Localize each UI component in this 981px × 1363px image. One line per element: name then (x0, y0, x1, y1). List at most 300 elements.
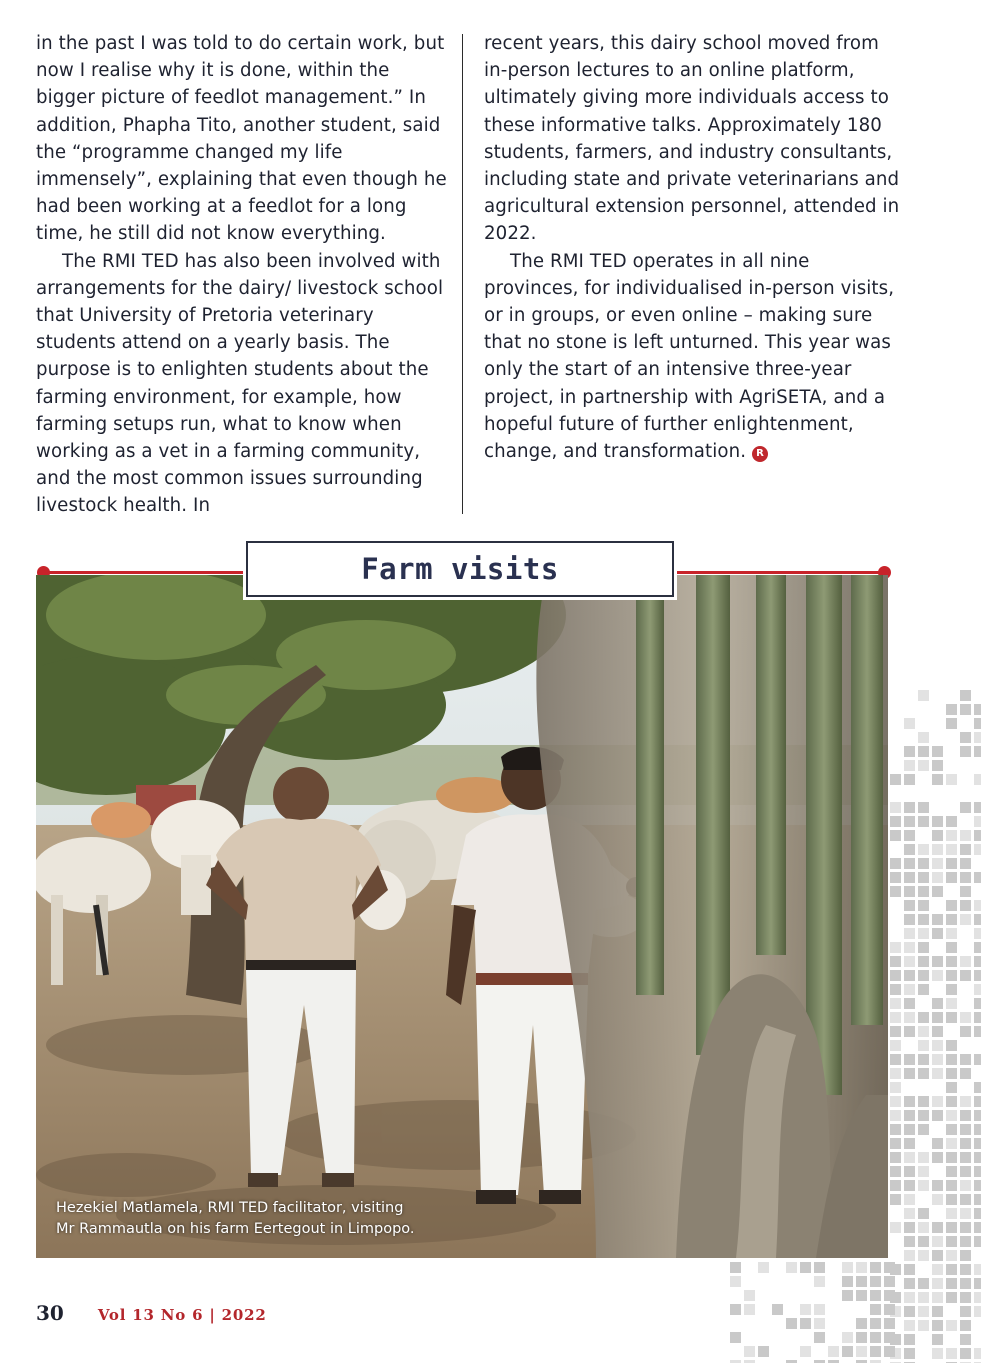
pixel-square (918, 872, 929, 883)
pixel-square (932, 1334, 943, 1345)
caption-line: Hezekiel Matlamela, RMI TED facilitator, visiting (56, 1200, 404, 1216)
pixel-square (890, 802, 901, 813)
pixel-square (946, 774, 957, 785)
pixel-square (960, 1264, 971, 1275)
pixel-square (828, 1346, 839, 1357)
pixel-square (946, 984, 957, 995)
pixel-square (946, 1194, 957, 1205)
pixel-square (974, 914, 981, 925)
pixel-square (890, 1110, 901, 1121)
pixel-square (904, 844, 915, 855)
pixel-square (904, 914, 915, 925)
pixel-square (974, 704, 981, 715)
pixel-square (884, 1304, 895, 1315)
pixel-square (974, 1180, 981, 1191)
pixel-square (946, 914, 957, 925)
pixel-square (974, 1236, 981, 1247)
paragraph-with-end-mark (484, 248, 904, 466)
paragraph: The RMI TED operates in all nine provinces, for individualised in-person visits, or in groups, or even online – making sure that no stone is left unturned. This year was only the start of an intensive three-year project, in partnership with AgriSETA, and a hopeful future of further enlightenment, change, and transformation. (484, 250, 895, 463)
pixel-square (946, 1250, 957, 1261)
pixel-square (946, 1180, 957, 1191)
pixel-square (946, 1152, 957, 1163)
pixel-square (890, 816, 901, 827)
pixel-square (932, 1264, 943, 1275)
pixel-square (974, 802, 981, 813)
pixel-square (890, 998, 901, 1009)
pixel-square (946, 1138, 957, 1149)
pixel-square (890, 1152, 901, 1163)
pixel-square (974, 970, 981, 981)
pixel-square (856, 1332, 867, 1343)
pixel-square (946, 830, 957, 841)
pixel-square (870, 1304, 881, 1315)
pixel-square (890, 1124, 901, 1135)
pixel-square (904, 886, 915, 897)
pixel-square (960, 900, 971, 911)
pixel-square (904, 984, 915, 995)
pixel-square (974, 900, 981, 911)
pixel-square (890, 1096, 901, 1107)
pixel-square (974, 1096, 981, 1107)
pixel-square (904, 1348, 915, 1359)
pixel-square (842, 1332, 853, 1343)
pixel-square (918, 1026, 929, 1037)
pixel-square (884, 1290, 895, 1301)
pixel-square (946, 1348, 957, 1359)
pixel-square (960, 1250, 971, 1261)
pixel-square (960, 970, 971, 981)
pixel-square (974, 984, 981, 995)
pixel-square (904, 1096, 915, 1107)
pixel-square (814, 1318, 825, 1329)
pixel-square (856, 1262, 867, 1273)
pixel-square (814, 1276, 825, 1287)
pixel-square (960, 830, 971, 841)
pixel-square (918, 1040, 929, 1051)
pixel-square (960, 1194, 971, 1205)
pixel-square (974, 1194, 981, 1205)
pixel-square (758, 1262, 769, 1273)
pixel-square (730, 1304, 741, 1315)
pixel-square (946, 1264, 957, 1275)
pixel-square (904, 1320, 915, 1331)
pixel-square (946, 1278, 957, 1289)
pixel-square (730, 1276, 741, 1287)
pixel-square (744, 1346, 755, 1357)
pixel-square (918, 1068, 929, 1079)
pixel-square (904, 1152, 915, 1163)
pixel-square (884, 1318, 895, 1329)
pixel-square (904, 746, 915, 757)
pixel-square (890, 1082, 901, 1093)
pixel-square (890, 872, 901, 883)
pixel-square (960, 690, 971, 701)
pixel-square (800, 1304, 811, 1315)
pixel-square (946, 1208, 957, 1219)
pixel-square (870, 1332, 881, 1343)
pixel-square (918, 802, 929, 813)
pixel-square (884, 1262, 895, 1273)
pixel-square (890, 1026, 901, 1037)
pixel-square (946, 1292, 957, 1303)
pixel-square (890, 970, 901, 981)
pixel-square (918, 1250, 929, 1261)
pixel-square (946, 1096, 957, 1107)
pixel-square (932, 1040, 943, 1051)
pixel-square (890, 1040, 901, 1051)
pixel-square (918, 1152, 929, 1163)
pixel-square (932, 1222, 943, 1233)
pixel-square (960, 1222, 971, 1233)
pixel-square (974, 1278, 981, 1289)
pixel-square (890, 1180, 901, 1191)
pixel-square (946, 1222, 957, 1233)
pixel-square (974, 998, 981, 1009)
pixel-square (800, 1262, 811, 1273)
pixel-square (974, 1306, 981, 1317)
pixel-square (960, 1124, 971, 1135)
pixel-square (918, 816, 929, 827)
pixel-square (932, 844, 943, 855)
pixel-square (932, 1096, 943, 1107)
pixel-square (918, 984, 929, 995)
pixel-square (870, 1318, 881, 1329)
pixel-square (814, 1332, 825, 1343)
pixel-square (890, 1306, 901, 1317)
pixel-square (974, 1012, 981, 1023)
pixel-square (918, 1208, 929, 1219)
pixel-square (800, 1318, 811, 1329)
pixel-square (974, 1054, 981, 1065)
pixel-square (946, 956, 957, 967)
pixel-square (904, 1222, 915, 1233)
page-number: 30 (36, 1301, 64, 1325)
pixel-square (890, 942, 901, 953)
pixel-square (974, 1138, 981, 1149)
pixel-square (730, 1262, 741, 1273)
pixel-square (932, 1068, 943, 1079)
pixel-square (932, 1180, 943, 1191)
pixel-square (904, 1334, 915, 1345)
pixel-square (904, 1264, 915, 1275)
pixel-square (904, 718, 915, 729)
pixel-square (960, 1208, 971, 1219)
pixel-square (932, 746, 943, 757)
pixel-square (904, 1236, 915, 1247)
pixel-square (904, 1124, 915, 1135)
pixel-square (904, 1068, 915, 1079)
pixel-square (946, 998, 957, 1009)
pixel-square (800, 1346, 811, 1357)
pixel-square (932, 928, 943, 939)
pixel-square (870, 1262, 881, 1273)
pixel-square (960, 1054, 971, 1065)
pixel-square (974, 1348, 981, 1359)
paragraph: recent years, this dairy school moved from in-person lectures to an online platform, ultimately giving more individuals access to these informative talks. Approximately 180 students, farmers, and industry consultants, including state and private veterinarians and agricultural extension personnel, attended in 2022. (484, 33, 900, 245)
pixel-square (960, 1152, 971, 1163)
pixel-square (946, 1040, 957, 1051)
pixel-square (856, 1318, 867, 1329)
pixel-square (974, 956, 981, 967)
pixel-square (890, 1054, 901, 1065)
pixel-square (974, 872, 981, 883)
pixel-square (960, 1180, 971, 1191)
section-heading: Farm visits (246, 541, 674, 597)
pixel-square (960, 746, 971, 757)
pixel-square (772, 1304, 783, 1315)
pixel-square (918, 1236, 929, 1247)
pixel-square (904, 1208, 915, 1219)
pixel-square (932, 1250, 943, 1261)
pixel-square (960, 1320, 971, 1331)
pixel-square (960, 956, 971, 967)
pixel-square (890, 1012, 901, 1023)
pixel-square (730, 1332, 741, 1343)
pixel-square (960, 1348, 971, 1359)
pixel-square (918, 1012, 929, 1023)
pixel-square (974, 1082, 981, 1093)
pixel-square (904, 1306, 915, 1317)
pixel-square (960, 1306, 971, 1317)
pixel-square (974, 774, 981, 785)
pixel-square (890, 984, 901, 995)
pixel-square (904, 858, 915, 869)
pixel-square (960, 844, 971, 855)
pixel-square (974, 1166, 981, 1177)
pixel-square (890, 886, 901, 897)
pixel-square (904, 900, 915, 911)
pixel-square (890, 956, 901, 967)
pixel-square (960, 1292, 971, 1303)
pixel-square (918, 1292, 929, 1303)
pixel-square (932, 886, 943, 897)
pixel-square (856, 1276, 867, 1287)
pixel-square (904, 774, 915, 785)
pixel-square (884, 1332, 895, 1343)
pixel-square (960, 1236, 971, 1247)
article-column-left (36, 30, 448, 520)
pixel-square (932, 872, 943, 883)
pixel-square (918, 1306, 929, 1317)
pixel-square (960, 1110, 971, 1121)
pixel-square (904, 830, 915, 841)
pixel-square (946, 1166, 957, 1177)
pixel-square (890, 1292, 901, 1303)
pixel-square (904, 1166, 915, 1177)
pixel-square (918, 942, 929, 953)
pixel-square (918, 970, 929, 981)
pixel-square (932, 760, 943, 771)
pixel-square (946, 1068, 957, 1079)
pixel-square (918, 858, 929, 869)
article-column-right (484, 30, 904, 465)
pixel-square (904, 1026, 915, 1037)
pixel-square (932, 830, 943, 841)
pixel-square (904, 1012, 915, 1023)
pixel-square (904, 760, 915, 771)
pixel-square (932, 774, 943, 785)
pixel-square (946, 1012, 957, 1023)
pixel-square (946, 858, 957, 869)
pixel-square (974, 1264, 981, 1275)
pixel-square (974, 830, 981, 841)
pixel-square (904, 872, 915, 883)
pixel-square (946, 844, 957, 855)
pixel-square (814, 1304, 825, 1315)
pixel-square (904, 928, 915, 939)
pixel-square (842, 1262, 853, 1273)
pixel-square (904, 956, 915, 967)
paragraph: in the past I was told to do certain work, but now I realise why it is done, within the bigger picture of feedlot management.” In addition, Phapha Tito, another student, said the “programme changed my life immensely”, explaining that even though he had been working at a feedlot for a long time, he still did not know everything. (36, 33, 447, 245)
pixel-square (932, 1194, 943, 1205)
pixel-square (904, 1110, 915, 1121)
pixel-square (946, 704, 957, 715)
pixel-square (932, 1236, 943, 1247)
pixel-square (890, 1068, 901, 1079)
pixel-square (932, 858, 943, 869)
pixel-square (960, 858, 971, 869)
pixel-square (904, 1180, 915, 1191)
pixel-square (918, 1180, 929, 1191)
pixel-square (884, 1276, 895, 1287)
pixel-square (946, 816, 957, 827)
pixel-square (918, 1278, 929, 1289)
pixel-square (856, 1346, 867, 1357)
pixel-square (946, 1054, 957, 1065)
pixel-square (974, 746, 981, 757)
pixel-square (974, 816, 981, 827)
pixel-square (932, 970, 943, 981)
paragraph: The RMI TED has also been involved with arrangements for the dairy/ livestock school that University of Pretoria veterinary students attend on a yearly basis. The purpose is to enlighten students about the farming environment, for example, how farming setups run, what to know when working as a vet in a farming community, and the most common issues surrounding livestock health. In (36, 250, 444, 517)
pixel-square (918, 746, 929, 757)
pixel-square (974, 1152, 981, 1163)
pixel-square (918, 1110, 929, 1121)
pixel-square (974, 1208, 981, 1219)
pixel-square (974, 1124, 981, 1135)
photo-illustration (36, 575, 888, 1258)
caption-line: Mr Rammautla on his farm Eertegout in Limpopo. (56, 1221, 415, 1237)
pixel-square (946, 900, 957, 911)
pixel-square (904, 1292, 915, 1303)
pixel-square (918, 1166, 929, 1177)
pixel-square (890, 1138, 901, 1149)
end-of-article-icon: R (752, 446, 768, 462)
pixel-square (974, 844, 981, 855)
pixel-square (918, 1054, 929, 1065)
pixel-square (960, 1278, 971, 1289)
pixel-square (946, 718, 957, 729)
pixel-square (890, 858, 901, 869)
pixel-square (932, 1110, 943, 1121)
pixel-square (918, 956, 929, 967)
pixel-square (974, 732, 981, 743)
pixel-square (890, 1334, 901, 1345)
pixel-square (744, 1290, 755, 1301)
pixel-square (960, 1068, 971, 1079)
pixel-square (974, 942, 981, 953)
pixel-square (918, 844, 929, 855)
pixel-square (842, 1276, 853, 1287)
pixel-square (960, 1334, 971, 1345)
pixel-square (904, 1194, 915, 1205)
pixel-square (932, 1012, 943, 1023)
pixel-square (932, 1278, 943, 1289)
pixel-square (960, 872, 971, 883)
pixel-square (932, 1320, 943, 1331)
pixel-square (960, 704, 971, 715)
pixel-square (932, 998, 943, 1009)
pixel-square (960, 1012, 971, 1023)
pixel-square (946, 928, 957, 939)
pixel-square (960, 732, 971, 743)
pixel-square (890, 1264, 901, 1275)
pixel-square (890, 1166, 901, 1177)
pixel-square (946, 1124, 957, 1135)
pixel-square (960, 802, 971, 813)
pixel-square (814, 1262, 825, 1273)
pixel-square (918, 732, 929, 743)
pixel-square (918, 1096, 929, 1107)
pixel-square (974, 1292, 981, 1303)
pixel-square (960, 914, 971, 925)
pixel-square (856, 1290, 867, 1301)
pixel-square (842, 1290, 853, 1301)
pixel-square (870, 1346, 881, 1357)
pixel-square (918, 900, 929, 911)
section-rule-left (42, 571, 254, 574)
pixel-square (890, 830, 901, 841)
pixel-square (932, 1138, 943, 1149)
pixel-square (890, 774, 901, 785)
pixel-square (870, 1290, 881, 1301)
pixel-square (960, 1026, 971, 1037)
column-divider (462, 34, 463, 514)
pixel-square (904, 802, 915, 813)
issue-info: Vol 13 No 6 | 2022 (97, 1306, 267, 1324)
section-rule-right (670, 571, 884, 574)
pixel-square (932, 1348, 943, 1359)
pixel-square (960, 1096, 971, 1107)
page-footer (36, 1301, 267, 1325)
pixel-square (932, 1292, 943, 1303)
pixel-square (904, 970, 915, 981)
pixel-square (918, 1222, 929, 1233)
pixel-square (974, 718, 981, 729)
pixel-square (890, 1194, 901, 1205)
pixel-square (918, 914, 929, 925)
pixel-square (904, 816, 915, 827)
pixel-square (904, 1278, 915, 1289)
pixel-square (946, 872, 957, 883)
pixel-square (960, 1138, 971, 1149)
pixel-square (904, 1054, 915, 1065)
pixel-square (758, 1346, 769, 1357)
pixel-square (870, 1276, 881, 1287)
pixel-square (946, 942, 957, 953)
pixel-square (904, 1250, 915, 1261)
photo-caption (56, 1198, 415, 1240)
pixel-square (918, 1320, 929, 1331)
pixel-square (904, 998, 915, 1009)
pixel-square (884, 1346, 895, 1357)
pixel-square (932, 1054, 943, 1065)
pixel-square (918, 928, 929, 939)
pixel-square (946, 1082, 957, 1093)
pixel-square (974, 928, 981, 939)
pixel-square (932, 914, 943, 925)
pixel-square (786, 1318, 797, 1329)
pixel-square (960, 1166, 971, 1177)
